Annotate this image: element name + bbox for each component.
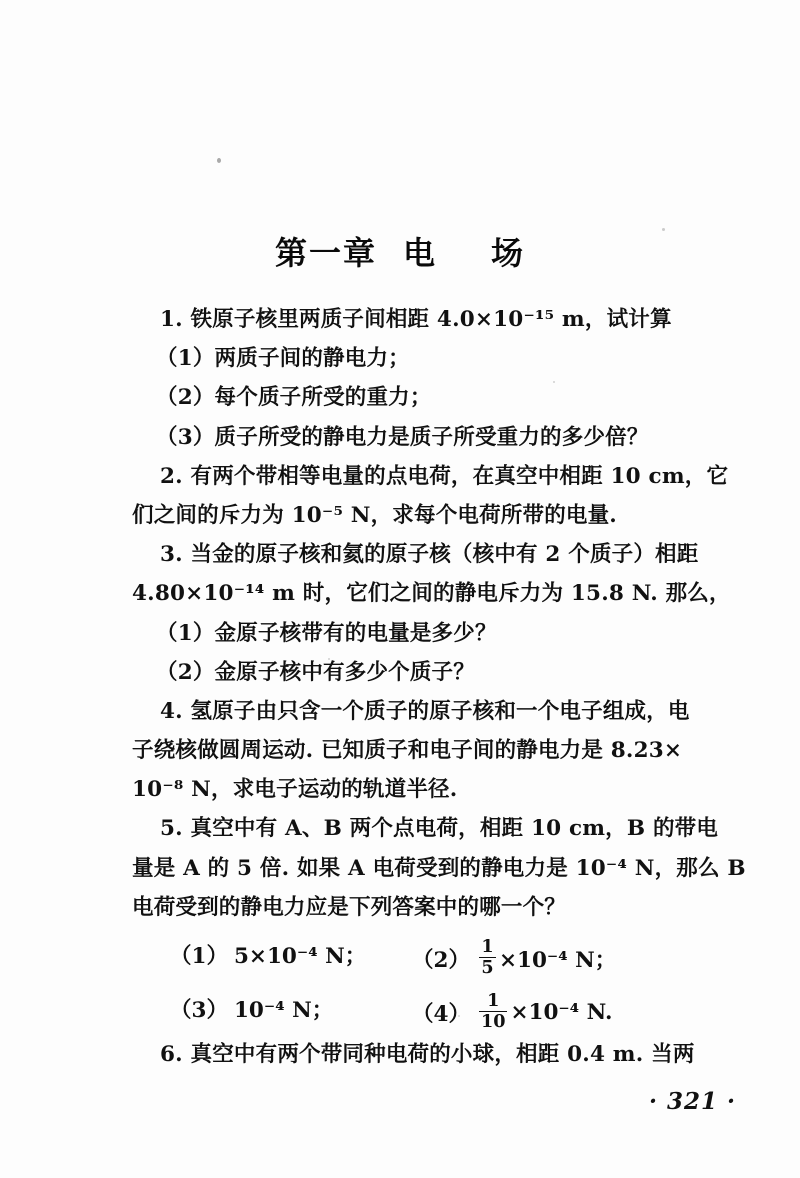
answer-choice-3 [170,993,333,1024]
problem-line: 电荷受到的静电力应是下列答案中的哪一个？ [132,894,567,920]
problem-line: 4. 氢原子由只含一个质子的原子核和一个电子组成，电 [160,698,690,724]
fraction-one-fifth [479,938,496,977]
problem-line: 4.80×10⁻¹⁴ m 时，它们之间的静电斥力为 15.8 N. 那么， [132,581,731,607]
chapter-title-word-2: 场 [491,234,526,272]
fraction-numerator: 1 [481,936,494,957]
answer-choice-value: 5×10⁻⁴ N； [233,944,367,969]
problem-item [132,457,729,535]
fraction-denominator: 5 [481,957,494,979]
problem-line: （2）每个质子所受的重力； [156,385,432,411]
answer-choice-label: （3） [170,998,228,1023]
problem-line: 3. 当金的原子核和氦的原子核（核中有 2 个质子）相距 [160,542,699,568]
answer-choice-value: ×10⁻⁴ N； [498,947,617,973]
problem-line: 1. 铁原子核里两质子间相距 4.0×10⁻¹⁵ m，试计算 [160,307,672,332]
problem-item [132,300,692,457]
problem-line: 6. 真空中有两个带同种电荷的小球，相距 0.4 m. 当两 [160,1042,695,1067]
problem-item [132,535,731,692]
problem-line: 们之间的斥力为 10⁻⁵ N，求每个电荷所带的电量. [132,502,617,528]
fraction-numerator: 1 [487,990,500,1011]
problem-line: 5. 真空中有 A、B 两个点电荷，相距 10 cm，B 的带电 [160,816,719,842]
chapter-title-prefix: 第一章 [274,234,377,272]
answer-choice-label: （4） [412,1001,470,1027]
scan-speck [217,158,221,163]
exercise-list [132,300,746,1074]
answer-choice-value: ×10⁻⁴ N. [510,999,613,1025]
answer-choice-row [132,927,692,981]
answer-choice-4 [412,990,613,1033]
problem-line: 10⁻⁸ N，求电子运动的轨道半径. [132,777,458,803]
problem-item [132,692,692,810]
answer-choice-row [132,981,692,1035]
problem-line: 2. 有两个带相等电量的点电荷，在真空中相距 10 cm，它 [160,463,729,489]
problem-line: 子绕核做圆周运动. 已知质子和电子间的静电力是 8.23× [132,738,683,764]
answer-choice-list [132,927,692,1035]
answer-choice-label: （2） [412,947,470,973]
problem-item [132,809,746,927]
answer-choice-value: 10⁻⁴ N； [233,998,334,1023]
chapter-title [0,228,800,274]
chapter-title-word-1: 电 [402,234,437,272]
problem-line: （1）两质子间的静电力； [156,346,410,372]
problem-line: （3）质子所受的静电力是质子所受重力的多少倍？ [156,424,649,450]
answer-choice-1 [170,939,366,970]
answer-choice-label: （1） [170,944,228,969]
problem-line: （1）金原子核带有的电量是多少？ [156,620,497,646]
answer-choice-2 [412,936,617,979]
problem-line: （2）金原子核中有多少个质子？ [156,659,475,685]
fraction-one-tenth [479,992,508,1031]
problem-line: 量是 A 的 5 倍. 如果 A 电荷受到的静电力是 10⁻⁴ N，那么 B [132,855,746,881]
page-number: · 321 · [648,1088,736,1115]
problem-item [132,1035,695,1074]
fraction-denominator: 10 [480,1011,506,1033]
